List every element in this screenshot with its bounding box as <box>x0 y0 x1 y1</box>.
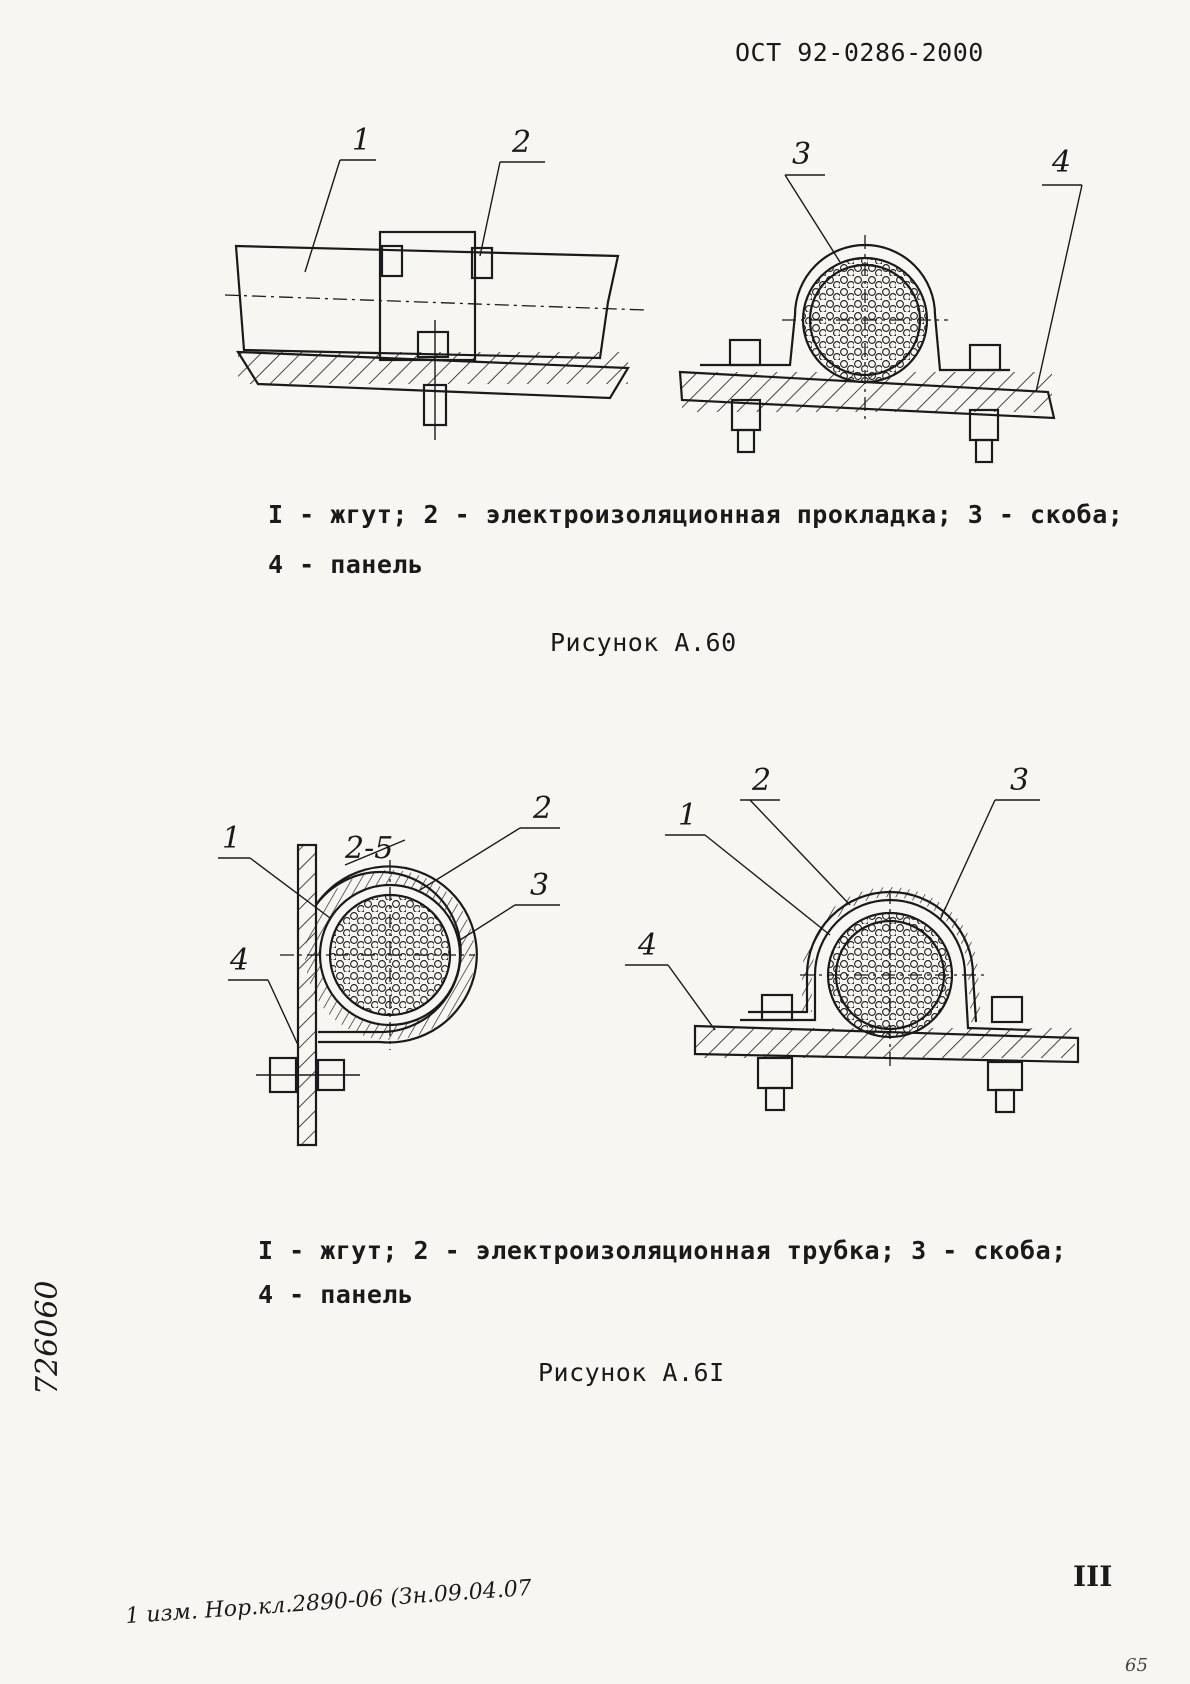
svg-text:4: 4 <box>230 943 250 978</box>
svg-text:2: 2 <box>752 763 772 798</box>
svg-text:4: 4 <box>1052 145 1072 180</box>
fig-a60-caption: Рисунок А.60 <box>550 628 737 657</box>
fig-a60-legend-line1: I - жгут; 2 - электроизоляционная прокладка; 3 - скоба; <box>268 500 1124 529</box>
svg-text:1: 1 <box>352 123 372 158</box>
svg-text:3: 3 <box>1010 763 1030 798</box>
fig-a61-caption: Рисунок А.6I <box>538 1358 725 1387</box>
document-code: ОСТ 92-0286-2000 <box>735 38 984 67</box>
svg-text:2-5: 2-5 <box>345 831 394 866</box>
svg-text:2: 2 <box>512 125 532 160</box>
fig-a61-vertical-section <box>256 845 477 1145</box>
fig-a60-legend-line2: 4 - панель <box>268 550 424 579</box>
corner-mark: 65 <box>1125 1655 1148 1676</box>
svg-text:3: 3 <box>530 868 550 903</box>
svg-text:1: 1 <box>222 821 242 856</box>
svg-text:2: 2 <box>533 791 553 826</box>
fig-a61-legend-line1: I - жгут; 2 - электроизоляционная трубка; 3 - скоба; <box>258 1236 1067 1265</box>
svg-text:3: 3 <box>792 137 812 172</box>
svg-text:4: 4 <box>638 928 658 963</box>
inventory-number: 726060 <box>30 1280 65 1395</box>
fig-a61-cross-section <box>695 890 1078 1112</box>
fig-a61-legend-line2: 4 - панель <box>258 1280 414 1309</box>
page-number: III <box>1073 1560 1113 1593</box>
change-note-handwritten: 1 изм. Нор.кл.2890-06 (Зн.09.04.07 <box>124 1575 533 1630</box>
fig-a60-cross-section <box>680 235 1054 462</box>
fig-a60-side-view <box>225 232 645 440</box>
fig-a60-labels <box>305 123 1082 392</box>
svg-text:1: 1 <box>678 798 698 833</box>
